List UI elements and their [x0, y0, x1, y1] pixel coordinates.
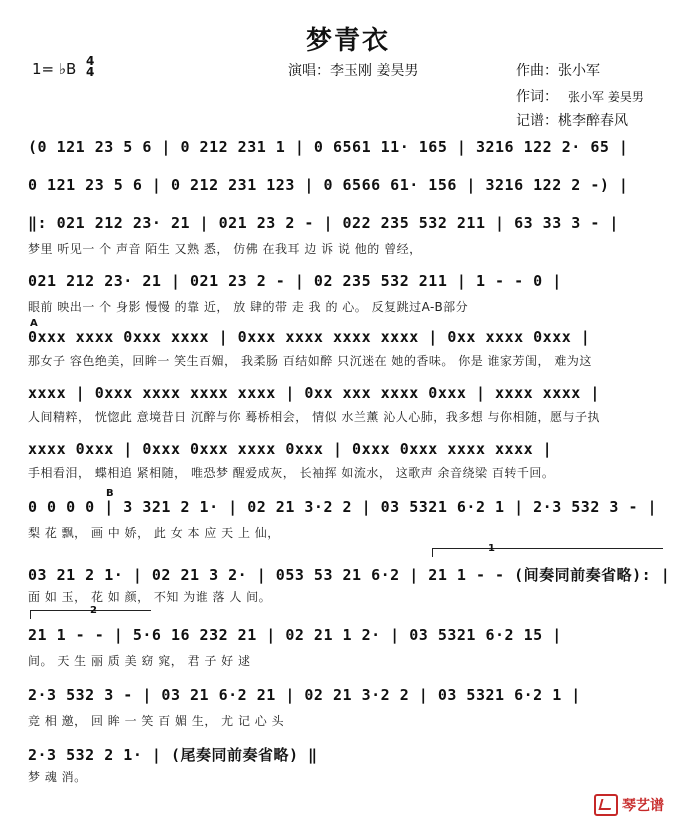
lyric-row-7: 手相看泪， 蝶相追 紧相随， 唯恐梦 醒爱成灰， 长袖挥 如流水， 这歌声 余音绕梁 百转千回。: [28, 466, 555, 480]
lyric-row-11: 竞 相 邀， 回 眸 一 笑 百 媚 生， 尤 记 心 头: [28, 714, 285, 728]
time-signature-bottom: 4: [86, 65, 95, 79]
notation-row-2: 0 121 23 5 6 | 0 212 231 123 | 0 6566 61· 156 | 3216 122 2 -) |: [28, 176, 629, 194]
key-signature: 1= ♭B: [32, 60, 77, 78]
notation-row-12: 2·3 532 2 1· | (尾奏同前奏省略) ‖: [28, 746, 318, 764]
section-marker-b: B: [106, 488, 114, 499]
lyric-row-4: 眼前 映出一 个 身影 慢慢 的靠 近， 放 肆的带 走 我 的 心。 反复跳过A-B部分: [28, 300, 469, 314]
lyric-row-10: 间。 天 生 丽 质 美 窈 窕， 君 子 好 逑: [28, 654, 251, 668]
logo-icon: [594, 794, 618, 816]
site-logo: [594, 794, 684, 816]
composer-credit: 作曲：张小军: [516, 63, 600, 79]
volta-number-1: 1: [488, 543, 495, 554]
logo-text: 琴艺谱: [622, 798, 664, 814]
singers-credit: 演唱：李玉刚 姜昊男: [288, 63, 419, 79]
volta-number-2: 2: [90, 605, 97, 616]
lyric-row-3: 梦里 听见一 个 声音 陌生 又熟 悉， 仿佛 在我耳 边 诉 说 他的 曾经，: [28, 242, 422, 256]
time-signature: [86, 56, 94, 78]
transcriber-credit: 记谱：桃李醉春风: [516, 113, 628, 129]
notation-row-3: ‖: 021 212 23· 21 | 021 23 2 - | 022 235 532 211 | 63 33 3 - |: [28, 214, 619, 232]
notation-row-7: xxxx 0xxx | 0xxx 0xxx xxxx 0xxx | 0xxx 0xxx xxxx xxxx |: [28, 440, 553, 458]
lyric-row-5: 那女子 容色绝美，回眸一 笑生百媚， 我柔肠 百结如醉 只沉迷在 她的香味。 你是 谁家芳闺， 难为这: [28, 354, 592, 368]
lyricist-credit: 张小军 姜昊男: [568, 90, 644, 104]
notation-row-1: (0 121 23 5 6 | 0 212 231 1 | 0 6561 11· 165 | 3216 122 2· 65 |: [28, 138, 629, 156]
notation-row-11: 2·3 532 3 - | 03 21 6·2 21 | 02 21 3·2 2 | 03 5321 6·2 1 |: [28, 686, 581, 704]
lyricist-label: 作词：: [516, 89, 558, 105]
lyric-row-8: 梨 花 飘， 画 中 娇， 此 女 本 应 天 上 仙，: [28, 526, 280, 540]
section-marker-a: A: [30, 318, 38, 329]
volta-bracket-1: [432, 548, 663, 557]
lyric-row-6: 人间精粹， 恍惚此 意境昔日 沉醉与你 蓦桥相会， 情似 水兰薰 沁人心肺，我多想 与你相随，愿与子执: [28, 410, 601, 424]
song-title: 梦青衣: [305, 26, 390, 56]
lyric-row-9: 面 如 玉， 花 如 颜， 不知 为谁 落 人 间。: [28, 590, 272, 604]
time-signature-top: 4: [86, 54, 95, 68]
lyric-row-12: 梦 魂 消。: [28, 770, 87, 784]
notation-row-8: 0 0 0 0 | 3 321 2 1· | 02 21 3·2 2 | 03 5321 6·2 1 | 2·3 532 3 - |: [28, 498, 658, 516]
notation-row-10: 21 1 - - | 5·6 16 232 21 | 02 21 1 2· | 03 5321 6·2 15 |: [28, 626, 562, 644]
notation-row-6: xxxx | 0xxx xxxx xxxx xxxx | 0xx xxx xxxx 0xxx | xxxx xxxx |: [28, 384, 600, 402]
notation-row-5: 0xxx xxxx 0xxx xxxx | 0xxx xxxx xxxx xxxx | 0xx xxxx 0xxx |: [28, 328, 591, 346]
notation-row-4: 021 212 23· 21 | 021 23 2 - | 02 235 532 211 | 1 - - 0 |: [28, 272, 562, 290]
notation-row-9: 03 21 2 1· | 02 21 3 2· | 053 53 21 6·2 | 21 1 - - (间奏同前奏省略): |: [28, 566, 671, 584]
